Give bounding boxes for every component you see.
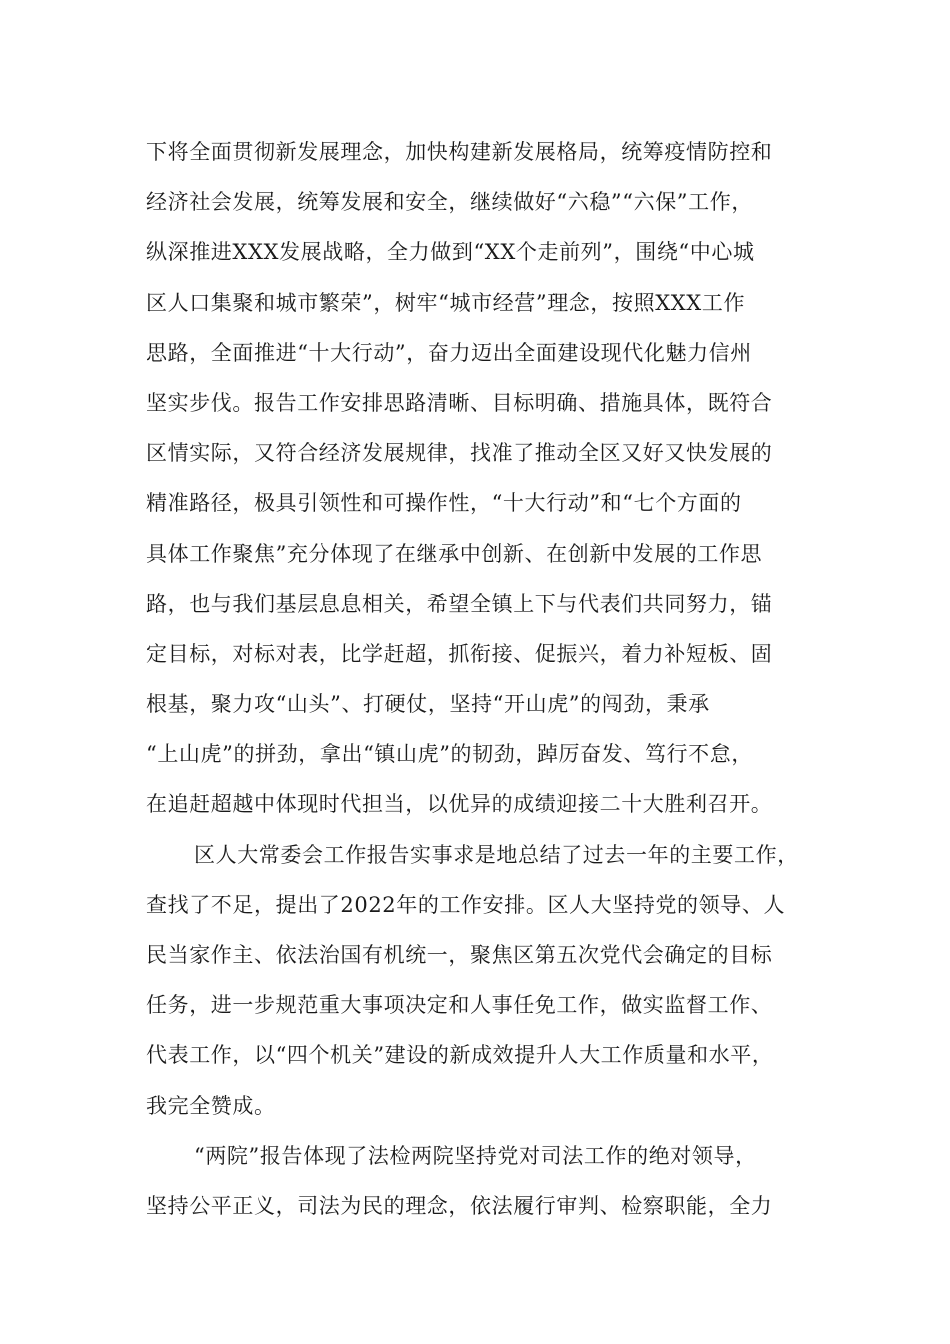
text-line: 坚持公平正义，司法为民的理念，依法履行审判、检察职能，全力 bbox=[146, 1193, 773, 1218]
text-line: 思路，全面推进“十大行动”，奋力迈出全面建设现代化魅力信州 bbox=[146, 340, 752, 365]
text-line: 根基，聚力攻“山头”、打硬仗，坚持“开山虎”的闯劲，秉承 bbox=[146, 692, 710, 717]
text-line: 任务，进一步规范重大事项决定和人事任免工作，做实监督工作、 bbox=[146, 993, 773, 1018]
text-line: 具体工作聚焦”充分体现了在继承中创新、在创新中发展的工作思 bbox=[146, 541, 763, 566]
text-line: 代表工作，以“四个机关”建设的新成效提升人大工作质量和水平， bbox=[146, 1043, 774, 1068]
text-line: 定目标，对标对表，比学赶超，抓衔接、促振兴，着力补短板、固 bbox=[146, 641, 773, 666]
body-text bbox=[146, 132, 806, 1236]
text-line: 民当家作主、依法治国有机统一，聚焦区第五次党代会确定的目标 bbox=[146, 943, 773, 967]
text-line: 路，也与我们基层息息相关，希望全镇上下与代表们共同努力，锚 bbox=[146, 591, 773, 616]
text-line: 区情实际，又符合经济发展规律，找准了推动全区又好又快发展的 bbox=[146, 441, 773, 466]
text-line: 坚实步伐。报告工作安排思路清晰、目标明确、措施具体，既符合 bbox=[146, 390, 773, 415]
text-line: 区人口集聚和城市繁荣”，树牢“城市经营”理念，按照XXX工作 bbox=[146, 290, 746, 315]
text-line: “上山虎”的拼劲，拿出“镇山虎”的韧劲，踔厉奋发、笃行不怠， bbox=[146, 742, 753, 767]
text-line: 在追赶超越中体现时代担当，以优异的成绩迎接二十大胜利召开。 bbox=[146, 792, 773, 817]
text-line: “两院”报告体现了法检两院坚持党对司法工作的绝对领导， bbox=[194, 1143, 757, 1168]
text-line: 精准路径，极具引领性和可操作性，“十大行动”和“七个方面的 bbox=[146, 491, 742, 516]
text-line: 经济社会发展，统筹发展和安全，继续做好“六稳”“六保”工作， bbox=[146, 190, 753, 215]
text-line: 下将全面贯彻新发展理念，加快构建新发展格局，统筹疫情防控和 bbox=[146, 140, 773, 164]
text-line: 我完全赞成。 bbox=[146, 1093, 276, 1118]
text-line: 查找了不足，提出了2022年的工作安排。区人大坚持党的领导、人 bbox=[146, 892, 786, 917]
text-line: 纵深推进XXX发展战略，全力做到“XX个走前列”，围绕“中心城 bbox=[146, 240, 755, 265]
text-line: 区人大常委会工作报告实事求是地总结了过去一年的主要工作， bbox=[194, 842, 799, 867]
